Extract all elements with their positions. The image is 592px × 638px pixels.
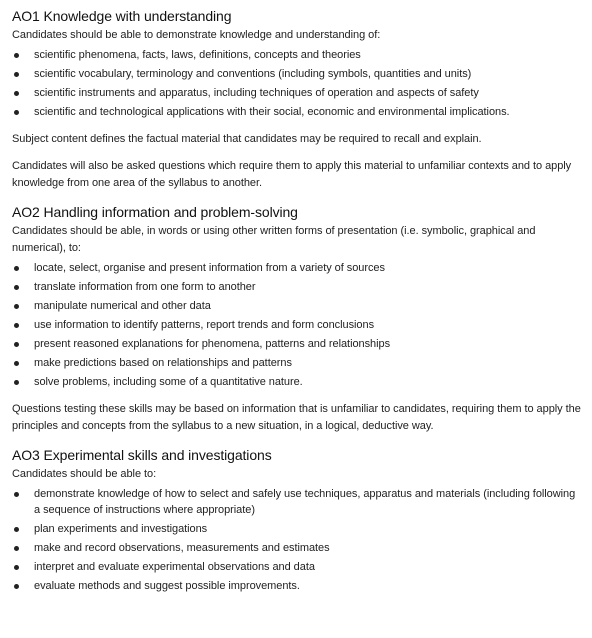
bullet-icon [14,584,19,589]
list-item [12,279,582,295]
list-item-text: locate, select, organise and present information from a variety of sources [34,262,385,274]
list-item [12,47,582,63]
bullet-icon [14,285,19,290]
bullet-icon [14,266,19,271]
list-item-text: scientific and technological applications with their social, economic and environmental implications. [34,106,510,118]
bullet-icon [14,72,19,77]
bullet-icon [14,565,19,570]
list-item-text: present reasoned explanations for phenomena, patterns and relationships [34,338,391,350]
section-ao2 [12,204,582,435]
list-item [12,374,582,390]
list-item-text: scientific vocabulary, terminology and conventions (including symbols, quantities and units) [34,68,472,80]
bullet-icon [14,380,19,385]
list-item-text: make predictions based on relationships and patterns [34,357,292,369]
list-item-text: manipulate numerical and other data [34,300,211,312]
section-heading-ao3: AO3 Experimental skills and investigations [12,447,272,463]
list-item-text: translate information from one form to another [34,281,256,293]
bullet-icon [14,110,19,115]
section-intro-ao1: Candidates should be able to demonstrate knowledge and understanding of: [12,29,381,41]
list-item [12,260,582,276]
list-item [12,336,582,352]
list-item [12,521,582,537]
list-item-text: use information to identify patterns, report trends and form conclusions [34,319,375,331]
bullet-icon [14,91,19,96]
section-intro-ao3: Candidates should be able to: [12,468,157,480]
list-item [12,559,582,575]
bullet-icon [14,323,19,328]
list-item-text: interpret and evaluate experimental observations and data [34,561,315,573]
list-item [12,85,582,101]
list-item-text: scientific instruments and apparatus, including techniques of operation and aspects of safety [34,87,479,99]
paragraph: Subject content defines the factual material that candidates may be required to recall and explain. [12,133,482,145]
bullet-icon [14,361,19,366]
section-ao3 [12,447,582,594]
bullet-icon [14,527,19,532]
list-item-text: plan experiments and investigations [34,523,208,535]
bullet-list-ao1 [12,47,582,120]
list-item-text: solve problems, including some of a quantitative nature. [34,376,303,388]
bullet-icon [14,53,19,58]
list-item [12,486,582,518]
list-item [12,298,582,314]
list-item [12,540,582,556]
list-item-text: demonstrate knowledge of how to select and safely use techniques, apparatus and materials (including following a sequence of instructions where appropriate) [34,488,576,516]
list-item-text: evaluate methods and suggest possible improvements. [34,580,300,592]
bullet-icon [14,304,19,309]
list-item [12,104,582,120]
section-intro-ao2: Candidates should be able, in words or using other written forms of presentation (i.e. symbolic, graphical and numerical), to: [12,225,536,254]
section-ao1 [12,8,582,192]
list-item-text: scientific phenomena, facts, laws, definitions, concepts and theories [34,49,361,61]
section-heading-ao1: AO1 Knowledge with understanding [12,8,232,24]
bullet-icon [14,342,19,347]
paragraph: Candidates will also be asked questions which require them to apply this material to unfamiliar contexts and to apply knowledge from one area of the syllabus to another. [12,160,572,189]
bullet-list-ao3 [12,486,582,594]
bullet-icon [14,492,19,497]
list-item-text: make and record observations, measurements and estimates [34,542,330,554]
list-item [12,578,582,594]
paragraph: Questions testing these skills may be based on information that is unfamiliar to candidates, requiring them to apply the principles and concepts from the syllabus to a new situation, in a logical, deductive way. [12,403,581,432]
list-item [12,317,582,333]
list-item [12,355,582,371]
bullet-icon [14,546,19,551]
bullet-list-ao2 [12,260,582,390]
section-heading-ao2: AO2 Handling information and problem-solving [12,204,298,220]
list-item [12,66,582,82]
